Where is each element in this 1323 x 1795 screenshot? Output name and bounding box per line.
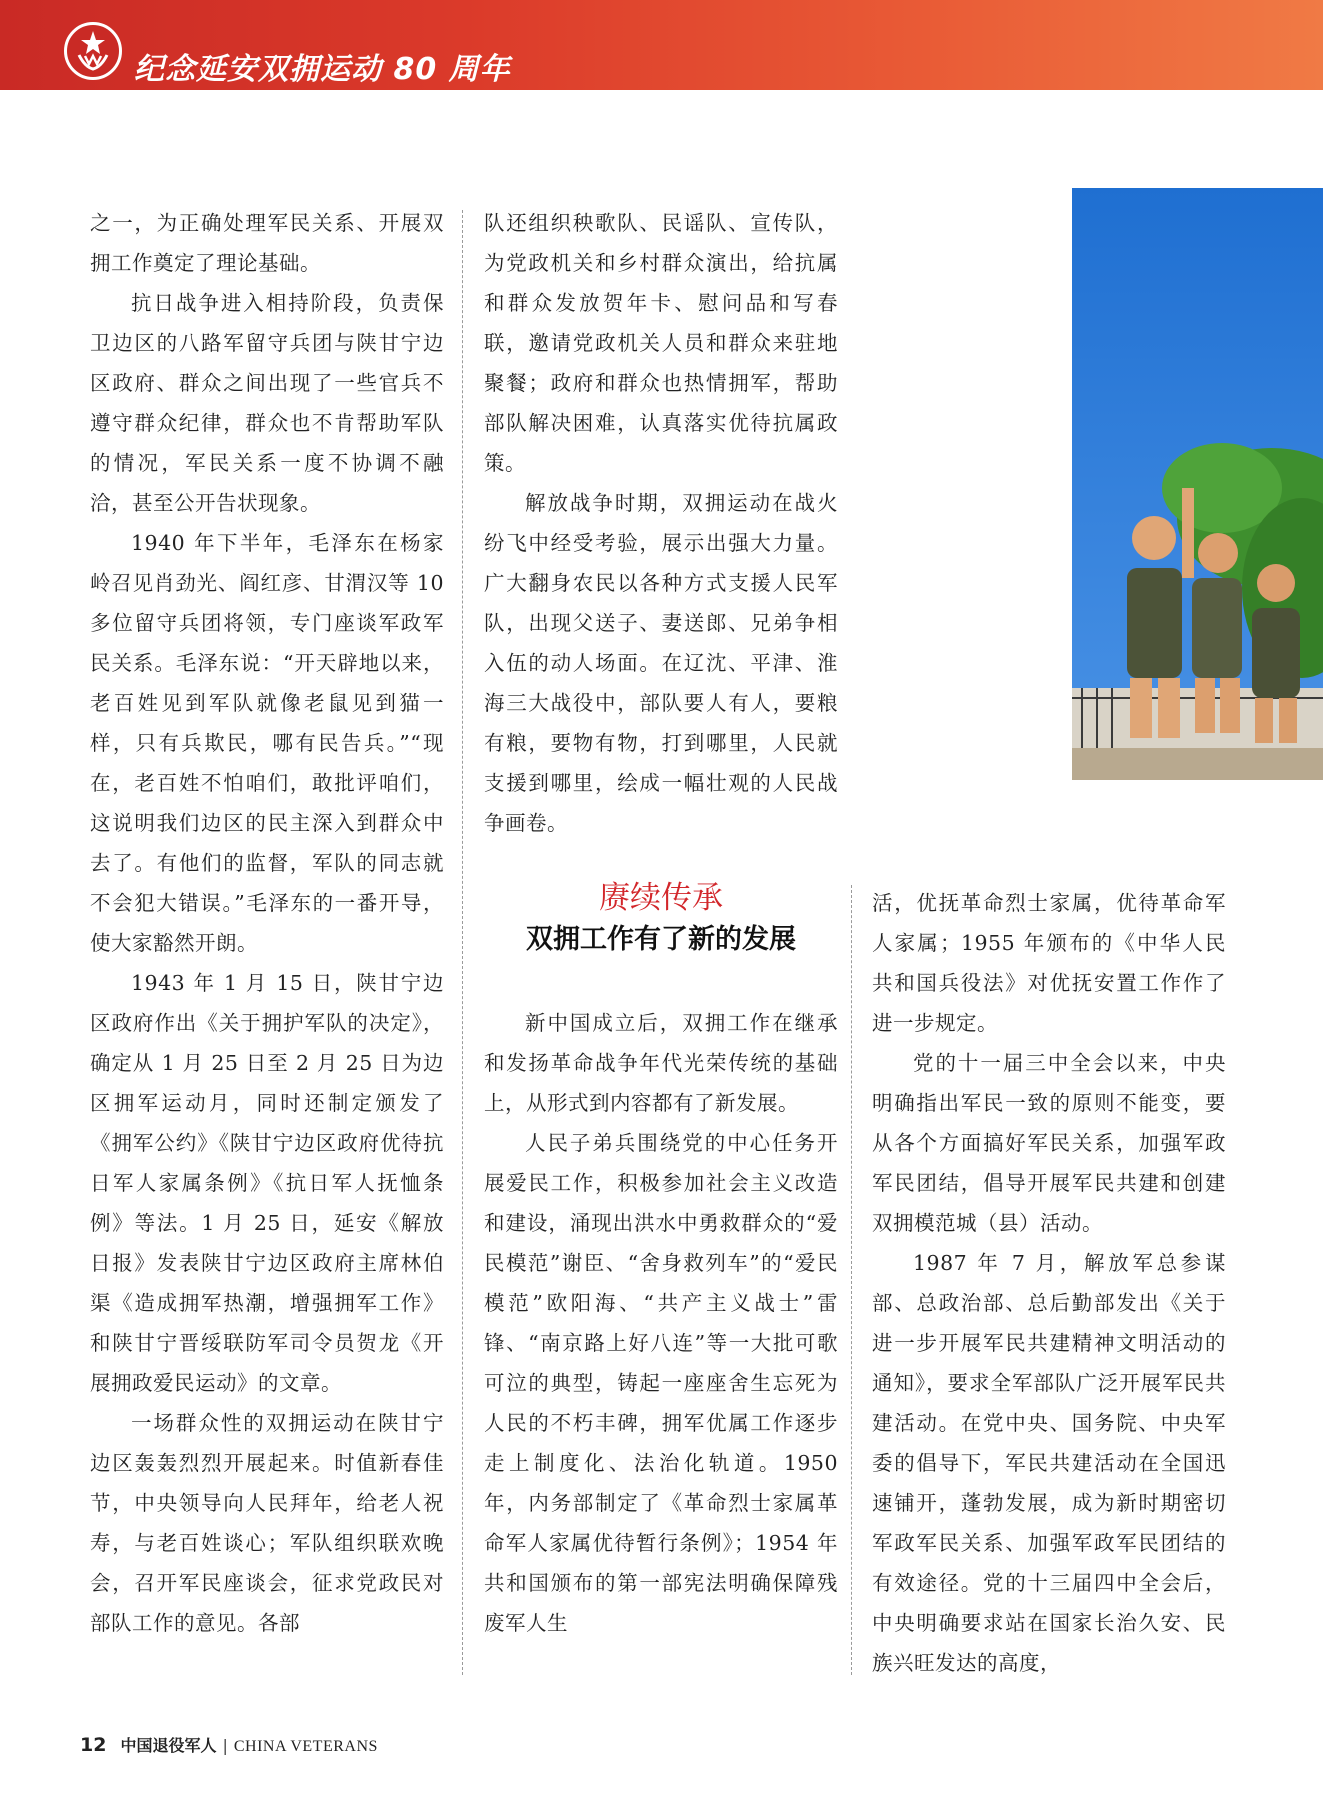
paragraph: 之一，为正确处理军民关系、开展双拥工作奠定了理论基础。 bbox=[90, 211, 444, 275]
paragraph: 人民子弟兵围绕党的中心任务开展爱民工作，积极参加社会主义改造和建设，涌现出洪水中勇救群众的“爱民模范”谢臣、“舍身救列车”的“爱民模范”欧阳海、“共产主义战士”雷锋、“南京路上好八连”等一大批可歌可泣的典型，铸起一座座舍生忘死为人民的不朽丰碑，拥军优属工作逐步走上制度化、法治化轨道。1950 年，内务部制定了《革命烈士家属革命军人家属优待暂行条例》；1954 年共和国颁布的第一部宪法明确保障残废军人生 bbox=[484, 1131, 838, 1635]
paragraph: 党的十一届三中全会以来，中央明确指出军民一致的原则不能变，要从各个方面搞好军民关系，加强军政军民团结，倡导开展军民共建和创建双拥模范城（县）活动。 bbox=[872, 1051, 1226, 1235]
paragraph: 解放战争时期，双拥运动在战火纷飞中经受考验，展示出强大力量。广大翻身农民以各种方式支援人民军队，出现父送子、妻送郎、兄弟争相入伍的动人场面。在辽沈、平津、淮海三大战役中，部队要人有人，要粮有粮，要物有物，打到哪里，人民就支援到哪里，绘成一幅壮观的人民战争画卷。 bbox=[484, 491, 838, 835]
magazine-name-en: CHINA VETERANS bbox=[233, 1738, 378, 1755]
header-banner bbox=[0, 0, 1323, 90]
article-column-2-bottom bbox=[484, 1003, 838, 1643]
article-column-2-top bbox=[484, 203, 838, 843]
page-number: 12 bbox=[80, 1734, 107, 1756]
section-subtitle: 双拥工作有了新的发展 bbox=[526, 924, 796, 955]
paragraph: 新中国成立后，双拥工作在继承和发扬革命战争年代光荣传统的基础上，从形式到内容都有了新发展。 bbox=[484, 1011, 838, 1115]
paragraph: 1943 年 1 月 15 日，陕甘宁边区政府作出《关于拥护军队的决定》，确定从 1 月 25 日至 2 月 25 日为边区拥军运动月，同时还制定颁发了《拥军公约》《陕甘宁边区政府优待抗日军人家属条例》《抗日军人抚恤条例》等法。1 月 25 日，延安《解放日报》发表陕甘宁边区政府主席林伯渠《造成拥军热潮，增强拥军工作》和陕甘宁晋绥联防军司令员贺龙《开展拥政爱民运动》的文章。 bbox=[90, 971, 444, 1395]
magazine-name: 中国退役军人 bbox=[120, 1736, 217, 1755]
emblem-icon bbox=[64, 22, 122, 80]
article-column-1 bbox=[90, 203, 444, 1643]
paragraph: 1987 年 7 月，解放军总参谋部、总政治部、总后勤部发出《关于进一步开展军民共建精神文明活动的通知》，要求全军部队广泛开展军民共建活动。在党中央、国务院、中央军委的倡导下，军民共建活动在全国迅速铺开，蓬勃发展，成为新时期密切军政军民关系、加强军政军民团结的有效途径。党的十三届四中全会后，中央明确要求站在国家长治久安、民族兴旺发达的高度， bbox=[872, 1251, 1226, 1675]
page-footer bbox=[80, 1733, 378, 1756]
header-title: 纪念延安双拥运动 80 周年 bbox=[134, 52, 511, 87]
paragraph: 队还组织秧歌队、民谣队、宣传队，为党政机关和乡村群众演出，给抗属和群众发放贺年卡、慰问品和写春联，邀请党政机关人员和群众来驻地聚餐；政府和群众也热情拥军，帮助部队解决困难，认真落实优待抗属政策。 bbox=[484, 211, 838, 475]
paragraph: 活，优抚革命烈士家属，优待革命军人家属；1955 年颁布的《中华人民共和国兵役法》对优抚安置工作作了进一步规定。 bbox=[872, 891, 1226, 1035]
paragraph: 1940 年下半年，毛泽东在杨家岭召见肖劲光、阎红彦、甘渭汉等 10 多位留守兵团将领，专门座谈军政军民关系。毛泽东说：“开天辟地以来，老百姓见到军队就像老鼠见到猫一样，只有兵欺民，哪有民告兵。”“现在，老百姓不怕咱们，敢批评咱们，这说明我们边区的民主深入到群众中去了。有他们的监督，军队的同志就不会犯大错误。”毛泽东的一番开导，使大家豁然开朗。 bbox=[90, 531, 444, 955]
footer-separator: | bbox=[222, 1736, 228, 1755]
paragraph: 抗日战争进入相持阶段，负责保卫边区的八路军留守兵团与陕甘宁边区政府、群众之间出现了一些官兵不遵守群众纪律，群众也不肯帮助军队的情况，军民关系一度不协调不融洽，甚至公开告状现象。 bbox=[90, 291, 444, 515]
column-divider bbox=[462, 210, 463, 1675]
section-title: 赓续传承 bbox=[599, 880, 723, 916]
paragraph: 一场群众性的双拥运动在陕甘宁边区轰轰烈烈开展起来。时值新春佳节，中央领导向人民拜年，给老人祝寿，与老百姓谈心；军队组织联欢晚会，召开军民座谈会，征求党政民对部队工作的意见。各部 bbox=[90, 1411, 444, 1635]
children-salute-photo bbox=[1072, 188, 1323, 780]
column-divider bbox=[851, 885, 852, 1675]
article-column-3 bbox=[872, 883, 1226, 1683]
